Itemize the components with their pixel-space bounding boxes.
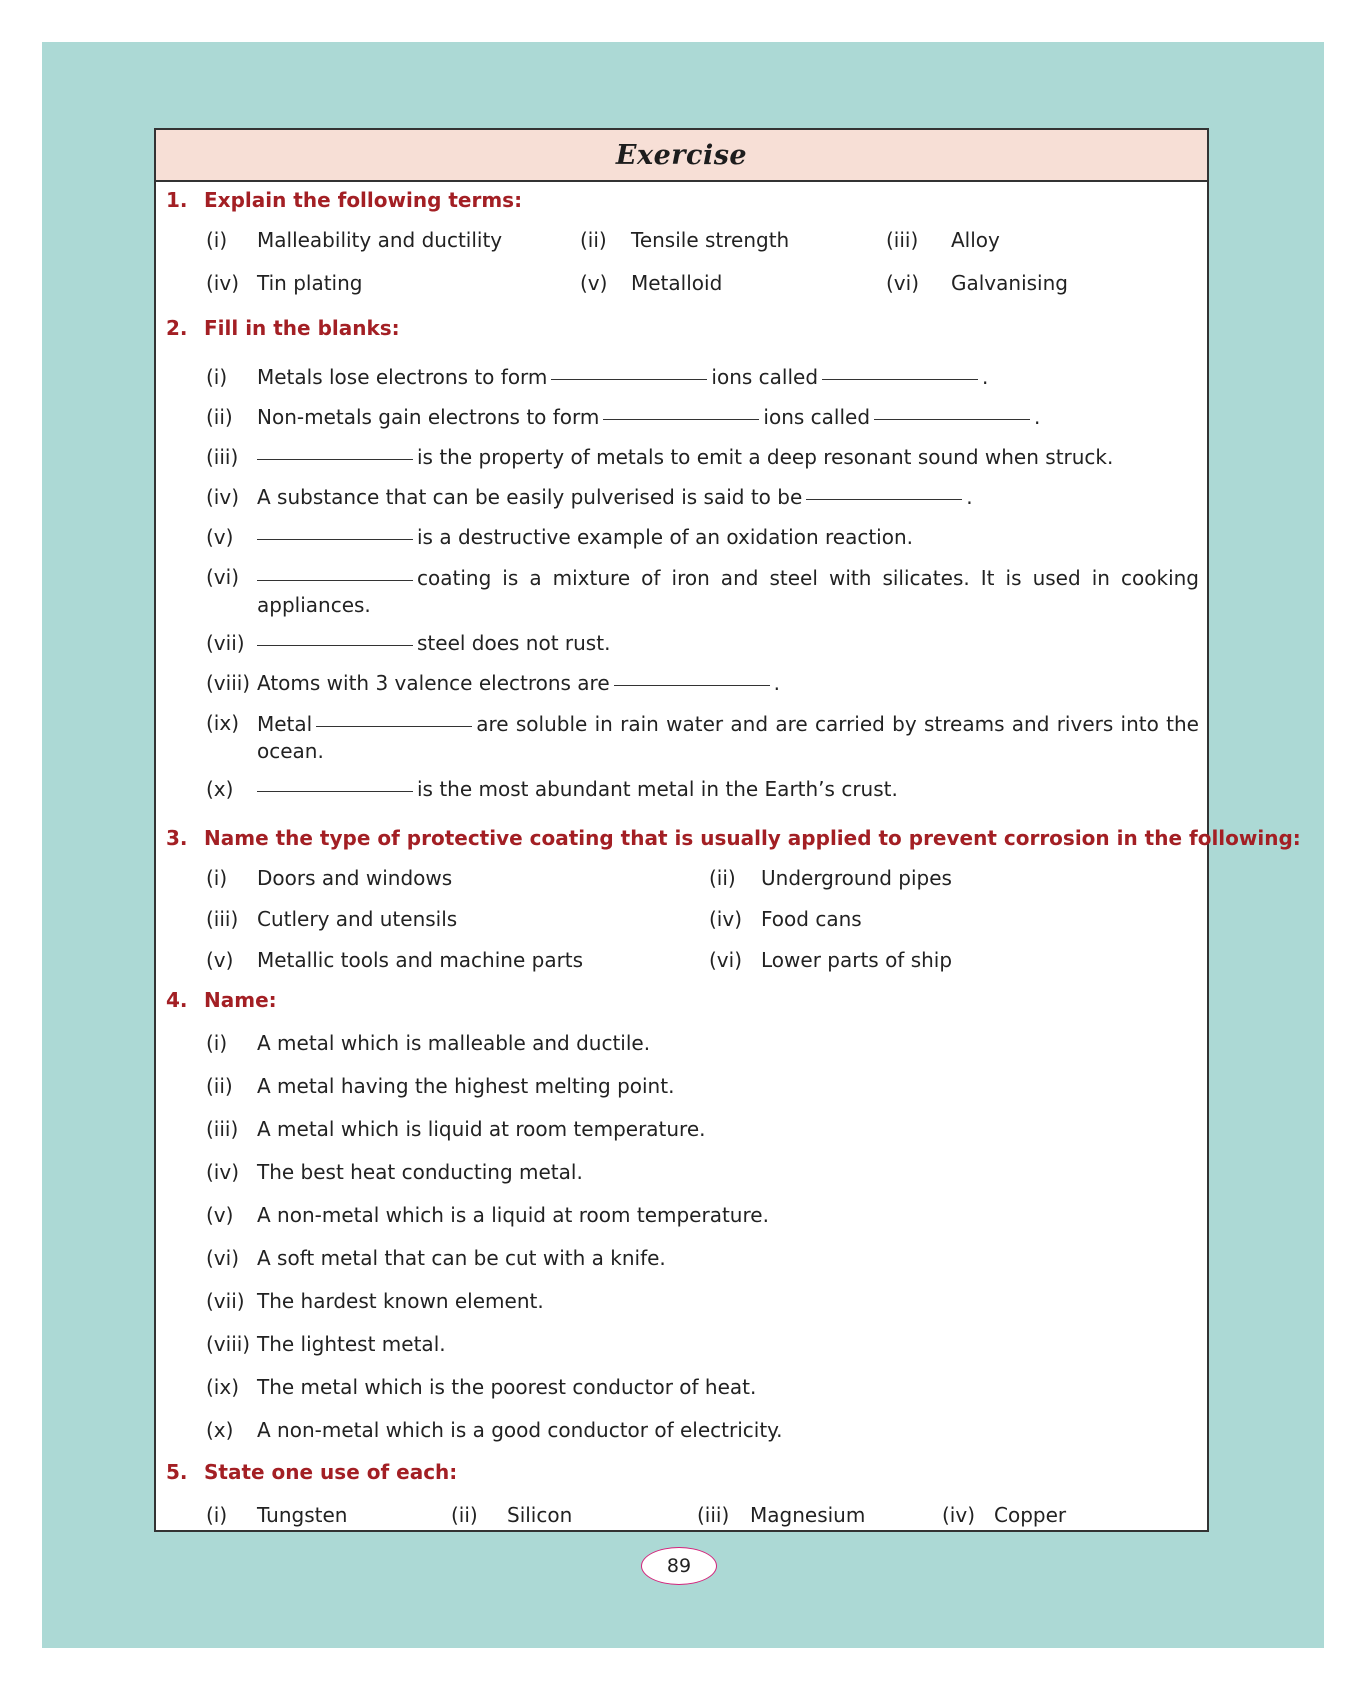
item-label: (i) xyxy=(206,228,228,252)
answer-blank xyxy=(257,458,413,460)
item-label: (vii) xyxy=(206,631,245,655)
item-label: (iv) xyxy=(206,1160,239,1184)
item-label: (iii) xyxy=(697,1503,730,1527)
item-text: Food cans xyxy=(761,907,862,931)
item-label: (vii) xyxy=(206,1289,245,1313)
answer-blank xyxy=(257,790,413,792)
item-text: steel does not rust. xyxy=(417,631,611,655)
item-label: (iv) xyxy=(206,271,239,295)
item-text: Non-metals gain electrons to form xyxy=(257,405,600,429)
item-label: (iv) xyxy=(206,485,239,509)
item-text: Cutlery and utensils xyxy=(257,907,458,931)
item-text: . xyxy=(966,485,973,509)
item-label: (i) xyxy=(206,365,228,389)
question-2-heading xyxy=(166,316,400,340)
item-text: Tensile strength xyxy=(631,228,790,252)
item-label: (vi) xyxy=(206,1246,239,1270)
question-title: Explain the following terms: xyxy=(204,188,523,212)
item-label: (x) xyxy=(206,777,234,801)
item-text: is a destructive example of an oxidation reaction. xyxy=(417,525,914,549)
item-text: ions called xyxy=(711,365,819,389)
item-text: A metal which is malleable and ductile. xyxy=(257,1031,651,1055)
question-number: 2. xyxy=(166,316,188,340)
question-title: Name: xyxy=(204,988,277,1012)
question-3-heading xyxy=(166,826,1301,850)
question-title: State one use of each: xyxy=(204,1460,458,1484)
item-text: are soluble in rain water and are carried by streams and rivers into the ocean. xyxy=(257,712,1199,763)
item-text: A substance that can be easily pulverised is said to be xyxy=(257,485,803,509)
question-number: 3. xyxy=(166,826,188,850)
question-number: 5. xyxy=(166,1460,188,1484)
question-title: Fill in the blanks: xyxy=(204,316,400,340)
item-label: (iv) xyxy=(709,907,742,931)
item-label: (x) xyxy=(206,1418,234,1442)
item-label: (ii) xyxy=(580,228,607,252)
question-1-heading xyxy=(166,188,522,212)
item-text: The hardest known element. xyxy=(257,1289,544,1313)
item-text: Metal xyxy=(257,712,313,736)
item-text: A non-metal which is a good conductor of electricity. xyxy=(257,1418,783,1442)
item-text: Magnesium xyxy=(750,1503,866,1527)
item-label: (v) xyxy=(206,525,234,549)
item-label: (viii) xyxy=(206,1332,251,1356)
item-label: (i) xyxy=(206,1503,228,1527)
question-title: Name the type of protective coating that is usually applied to prevent corrosion in the following: xyxy=(204,826,1301,850)
answer-blank xyxy=(603,418,759,420)
item-label: (i) xyxy=(206,866,228,890)
item-text: Doors and windows xyxy=(257,866,453,890)
item-text: Lower parts of ship xyxy=(761,948,953,972)
page-number: 89 xyxy=(641,1547,717,1585)
item-label: (viii) xyxy=(206,671,251,695)
item-text: . xyxy=(982,365,989,389)
question-5-heading xyxy=(166,1460,457,1484)
answer-blank xyxy=(551,378,707,380)
item-text: Galvanising xyxy=(951,271,1068,295)
item-text: coating is a mixture of iron and steel with silicates. It is used in cooking appliances. xyxy=(257,566,1199,617)
item-text: Atoms with 3 valence electrons are xyxy=(257,671,610,695)
item-label: (ii) xyxy=(206,405,233,429)
item-text: The lightest metal. xyxy=(257,1332,446,1356)
item-label: (v) xyxy=(206,948,234,972)
answer-blank xyxy=(806,498,962,500)
exercise-box xyxy=(154,128,1301,1532)
item-text: ions called xyxy=(763,405,871,429)
item-text: A soft metal that can be cut with a knife. xyxy=(257,1246,666,1270)
item-text: A metal having the highest melting point. xyxy=(257,1074,675,1098)
item-text: Underground pipes xyxy=(761,866,952,890)
item-label: (iv) xyxy=(942,1503,975,1527)
answer-blank xyxy=(874,418,1030,420)
item-label: (iii) xyxy=(206,907,239,931)
answer-blank xyxy=(614,684,770,686)
item-text: . xyxy=(773,671,781,695)
answer-blank xyxy=(257,644,413,646)
item-text: A metal which is liquid at room temperature. xyxy=(257,1117,706,1141)
item-text: Metalloid xyxy=(631,271,723,295)
question-number: 1. xyxy=(166,188,188,212)
item-text: The best heat conducting metal. xyxy=(257,1160,583,1184)
item-label: (v) xyxy=(580,271,608,295)
question-number: 4. xyxy=(166,988,188,1012)
item-label: (iii) xyxy=(886,228,919,252)
answer-blank xyxy=(316,725,472,727)
exercise-header xyxy=(156,130,1207,182)
answer-blank xyxy=(257,538,413,540)
item-label: (vi) xyxy=(206,565,239,589)
item-text: Alloy xyxy=(951,228,1000,252)
item-label: (ii) xyxy=(451,1503,478,1527)
item-label: (i) xyxy=(206,1031,228,1055)
item-text: is the most abundant metal in the Earth’s crust. xyxy=(417,777,898,801)
answer-blank xyxy=(257,579,413,581)
item-text: Metallic tools and machine parts xyxy=(257,948,584,972)
item-text: Copper xyxy=(994,1503,1067,1527)
item-label: (vi) xyxy=(709,948,742,972)
item-text: Malleability and ductility xyxy=(257,228,503,252)
item-text: Metals lose electrons to form xyxy=(257,365,548,389)
answer-blank xyxy=(822,378,978,380)
item-label: (ix) xyxy=(206,711,239,735)
page-title: Exercise xyxy=(615,139,748,171)
item-label: (v) xyxy=(206,1203,234,1227)
item-text: . xyxy=(1034,405,1041,429)
item-label: (ii) xyxy=(709,866,736,890)
item-label: (ix) xyxy=(206,1375,239,1399)
item-text: Silicon xyxy=(507,1503,573,1527)
item-label: (iii) xyxy=(206,1117,239,1141)
item-text: A non-metal which is a liquid at room temperature. xyxy=(257,1203,769,1227)
item-label: (iii) xyxy=(206,445,239,469)
question-4-heading xyxy=(166,988,277,1012)
item-text: Tungsten xyxy=(257,1503,348,1527)
item-text: is the property of metals to emit a deep resonant sound when struck. xyxy=(417,445,1114,469)
item-text: Tin plating xyxy=(257,271,363,295)
item-label: (vi) xyxy=(886,271,919,295)
item-text: The metal which is the poorest conductor of heat. xyxy=(257,1375,757,1399)
item-label: (ii) xyxy=(206,1074,233,1098)
